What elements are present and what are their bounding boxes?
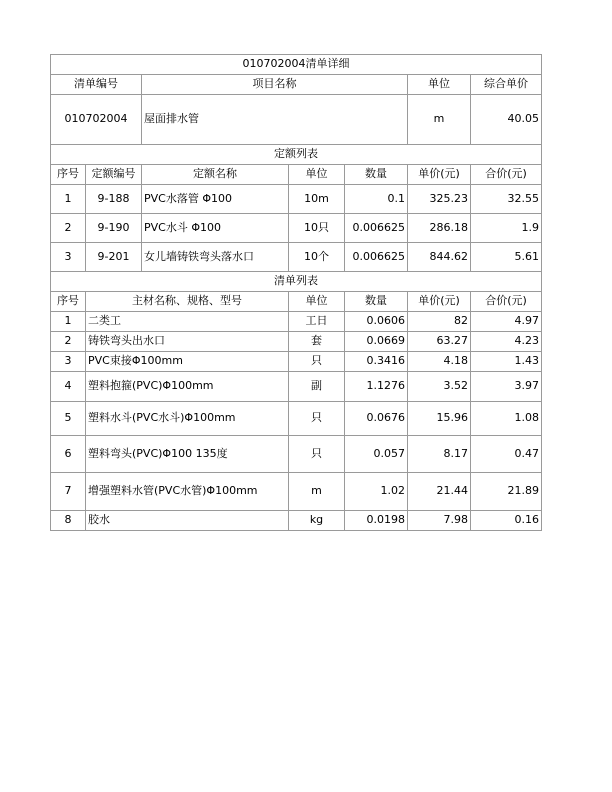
material-no: 6	[51, 436, 86, 473]
material-name: PVC束接Φ100mm	[86, 352, 289, 372]
material-name: 铸铁弯头出水口	[86, 332, 289, 352]
quota-price: 286.18	[408, 214, 471, 243]
material-unit: 只	[289, 436, 345, 473]
quota-name: PVC水斗 Φ100	[142, 214, 289, 243]
material-name: 塑料弯头(PVC)Φ100 135度	[86, 436, 289, 473]
quota-header-row	[51, 165, 542, 185]
material-unit: 套	[289, 332, 345, 352]
quota-row	[51, 243, 542, 272]
material-price: 7.98	[408, 511, 471, 531]
material-name: 二类工	[86, 312, 289, 332]
quota-section-title: 定额列表	[51, 145, 542, 165]
material-qty: 0.0198	[345, 511, 408, 531]
quota-code: 9-188	[86, 185, 142, 214]
unit-header: 单位	[408, 75, 471, 95]
material-total: 1.08	[471, 402, 542, 436]
quota-unit: 10只	[289, 214, 345, 243]
quota-row	[51, 214, 542, 243]
material-name: 胶水	[86, 511, 289, 531]
material-unit: 只	[289, 352, 345, 372]
material-total: 3.97	[471, 372, 542, 402]
bill-detail-table	[50, 54, 542, 531]
material-qty: 0.3416	[345, 352, 408, 372]
material-total: 0.47	[471, 436, 542, 473]
material-total: 0.16	[471, 511, 542, 531]
quota-qty: 0.006625	[345, 243, 408, 272]
item-name: 屋面排水管	[142, 95, 408, 145]
quota-unit: 10m	[289, 185, 345, 214]
material-no: 4	[51, 372, 86, 402]
material-price: 8.17	[408, 436, 471, 473]
material-row	[51, 402, 542, 436]
bill-code-header: 清单编号	[51, 75, 142, 95]
quota-code: 9-190	[86, 214, 142, 243]
material-price-header: 单价(元)	[408, 292, 471, 312]
item-name-header: 项目名称	[142, 75, 408, 95]
quota-no: 2	[51, 214, 86, 243]
material-row	[51, 436, 542, 473]
material-no: 1	[51, 312, 86, 332]
material-total: 4.23	[471, 332, 542, 352]
material-row	[51, 511, 542, 531]
quota-name-header: 定额名称	[142, 165, 289, 185]
bill-row	[51, 95, 542, 145]
quota-code-header: 定额编号	[86, 165, 142, 185]
quota-code: 9-201	[86, 243, 142, 272]
material-qty: 0.0669	[345, 332, 408, 352]
quota-price-header: 单价(元)	[408, 165, 471, 185]
quota-total-header: 合价(元)	[471, 165, 542, 185]
material-unit: 只	[289, 402, 345, 436]
material-unit: kg	[289, 511, 345, 531]
quota-qty-header: 数量	[345, 165, 408, 185]
material-qty: 1.1276	[345, 372, 408, 402]
material-name: 塑料水斗(PVC水斗)Φ100mm	[86, 402, 289, 436]
material-no: 2	[51, 332, 86, 352]
quota-price: 325.23	[408, 185, 471, 214]
bill-code: 010702004	[51, 95, 142, 145]
material-qty: 0.0606	[345, 312, 408, 332]
material-row	[51, 312, 542, 332]
material-name: 增强塑料水管(PVC水管)Φ100mm	[86, 473, 289, 511]
material-qty: 0.057	[345, 436, 408, 473]
material-unit: 工日	[289, 312, 345, 332]
bill-header-row	[51, 75, 542, 95]
material-no: 3	[51, 352, 86, 372]
material-row	[51, 332, 542, 352]
quota-no: 3	[51, 243, 86, 272]
material-price: 21.44	[408, 473, 471, 511]
material-qty: 0.0676	[345, 402, 408, 436]
material-name-header: 主材名称、规格、型号	[86, 292, 289, 312]
material-no: 8	[51, 511, 86, 531]
material-total: 1.43	[471, 352, 542, 372]
materials-section-title: 清单列表	[51, 272, 542, 292]
sheet-title: 010702004清单详细	[51, 55, 542, 75]
material-no: 5	[51, 402, 86, 436]
quota-price: 844.62	[408, 243, 471, 272]
quota-no: 1	[51, 185, 86, 214]
unit-price-header: 综合单价	[471, 75, 542, 95]
quota-unit-header: 单位	[289, 165, 345, 185]
material-unit: m	[289, 473, 345, 511]
bill-unit: m	[408, 95, 471, 145]
quota-name: 女儿墙铸铁弯头落水口	[142, 243, 289, 272]
material-total-header: 合价(元)	[471, 292, 542, 312]
material-name: 塑料抱箍(PVC)Φ100mm	[86, 372, 289, 402]
material-price: 82	[408, 312, 471, 332]
material-qty-header: 数量	[345, 292, 408, 312]
material-price: 4.18	[408, 352, 471, 372]
material-total: 4.97	[471, 312, 542, 332]
material-row	[51, 372, 542, 402]
quota-no-header: 序号	[51, 165, 86, 185]
quota-name: PVC水落管 Φ100	[142, 185, 289, 214]
material-unit: 副	[289, 372, 345, 402]
material-price: 15.96	[408, 402, 471, 436]
material-row	[51, 473, 542, 511]
material-unit-header: 单位	[289, 292, 345, 312]
material-total: 21.89	[471, 473, 542, 511]
quota-qty: 0.006625	[345, 214, 408, 243]
material-no-header: 序号	[51, 292, 86, 312]
bill-unit-price: 40.05	[471, 95, 542, 145]
material-price: 3.52	[408, 372, 471, 402]
material-price: 63.27	[408, 332, 471, 352]
quota-total: 32.55	[471, 185, 542, 214]
materials-header-row	[51, 292, 542, 312]
quota-unit: 10个	[289, 243, 345, 272]
quota-row	[51, 185, 542, 214]
material-row	[51, 352, 542, 372]
quota-total: 1.9	[471, 214, 542, 243]
quota-qty: 0.1	[345, 185, 408, 214]
material-no: 7	[51, 473, 86, 511]
material-qty: 1.02	[345, 473, 408, 511]
quota-total: 5.61	[471, 243, 542, 272]
